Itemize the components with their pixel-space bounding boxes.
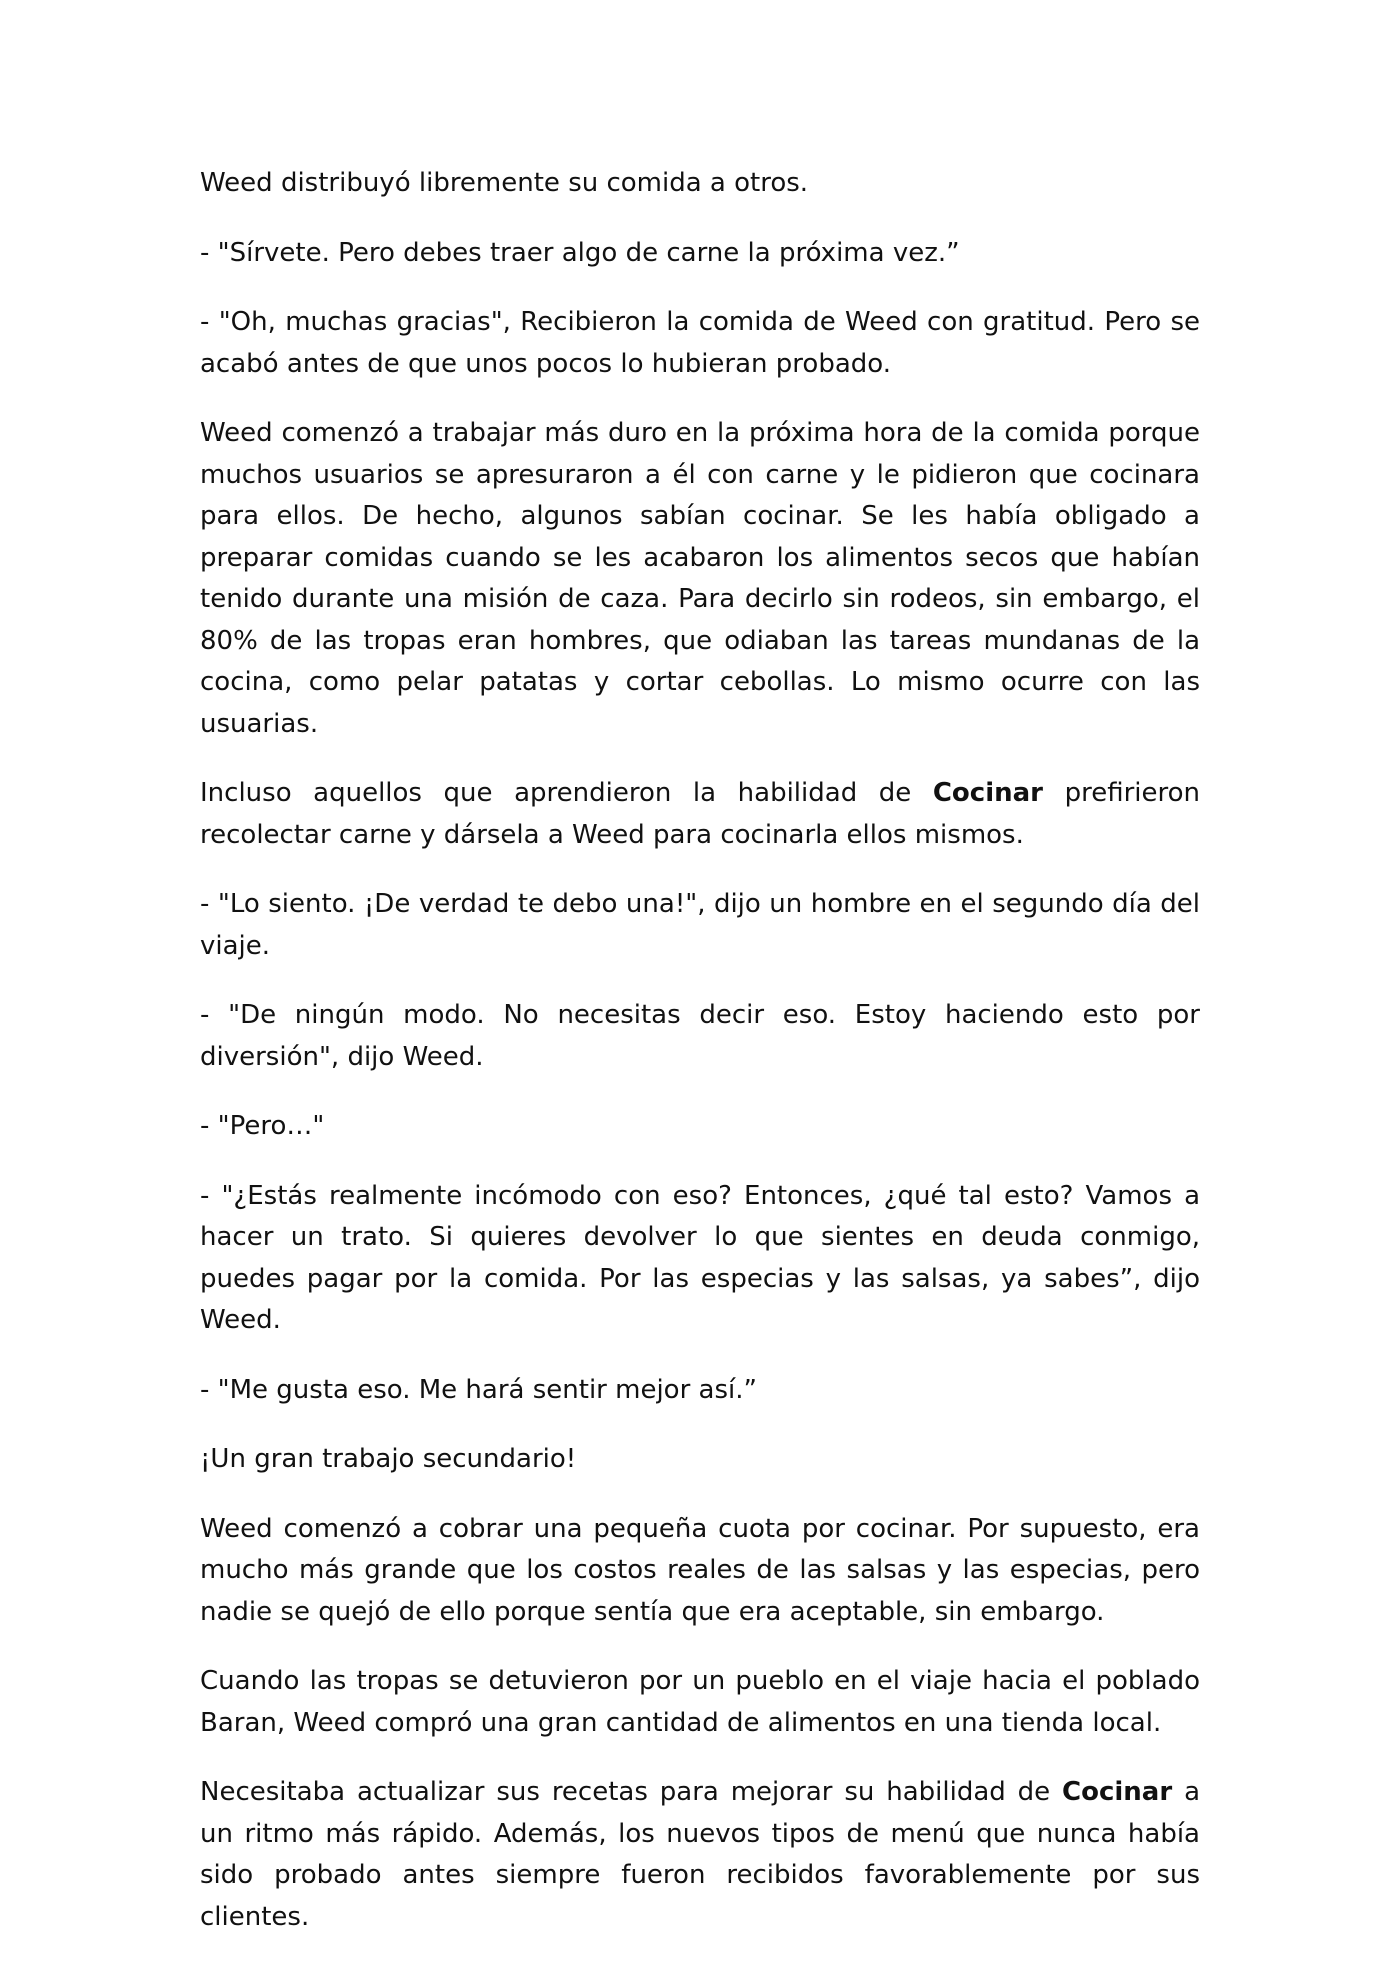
skill-name-cocinar-2: Cocinar (1062, 1777, 1173, 1807)
paragraph-14-text-before: Necesitaba actualizar sus recetas para mejorar su habilidad de (200, 1777, 1063, 1807)
paragraph-10: - "Me gusta eso. Me hará sentir mejor así.” (200, 1374, 757, 1405)
paragraph-12: Weed comenzó a cobrar una pequeña cuota por cocinar. Por supuesto, era mucho más grande que los costos reales de las salsas y las especias, pero nadie se quejó de ello porque sentía que era aceptable, sin embargo. (200, 1513, 1200, 1627)
paragraph-14 (200, 1772, 1200, 1938)
paragraph-7: - "De ningún modo. No necesitas decir eso. Estoy haciendo esto por diversión", dijo Weed. (200, 1000, 1200, 1072)
paragraph-5-text-before: Incluso aquellos que aprendieron la habilidad de (200, 778, 933, 808)
paragraph-5 (200, 773, 1200, 856)
paragraph-2: - "Sírvete. Pero debes traer algo de carne la próxima vez.” (200, 237, 960, 268)
paragraph-9: - "¿Estás realmente incómodo con eso? Entonces, ¿qué tal esto? Vamos a hacer un trato. Si quieres devolver lo que sientes en deuda conmigo, puedes pagar por la comida. Por las especias y las salsas, ya sabes”, dijo Weed. (200, 1180, 1200, 1335)
paragraph-4: Weed comenzó a trabajar más duro en la próxima hora de la comida porque muchos usuarios se apresuraron a él con carne y le pidieron que cocinara para ellos. De hecho, algunos sabían cocinar. Se les había obligado a preparar comidas cuando se les acabaron los alimentos secos que habían tenido durante una misión de caza. Para decirlo sin rodeos, sin embargo, el 80% de las tropas eran hombres, que odiaban las tareas mundanas de la cocina, como pelar patatas y cortar cebollas. Lo mismo ocurre con las usuarias. (200, 418, 1200, 739)
paragraph-13: Cuando las tropas se detuvieron por un pueblo en el viaje hacia el poblado Baran, Weed compró una gran cantidad de alimentos en una tienda local. (200, 1666, 1200, 1738)
paragraph-3: - "Oh, muchas gracias", Recibieron la comida de Weed con gratitud. Pero se acabó antes de que unos pocos lo hubieran probado. (200, 307, 1200, 379)
paragraph-1: Weed distribuyó libremente su comida a otros. (200, 168, 809, 198)
document-body (200, 163, 1200, 1966)
paragraph-8: - "Pero…" (200, 1111, 325, 1141)
paragraph-14-text-after: a un ritmo más rápido. Además, los nuevos tipos de menú que nunca había sido probado antes siempre fueron recibidos favorablemente por sus clientes. (200, 1777, 1200, 1932)
paragraph-11: ¡Un gran trabajo secundario! (200, 1444, 577, 1474)
skill-name-cocinar: Cocinar (932, 778, 1043, 808)
paragraph-6: - "Lo siento. ¡De verdad te debo una!", dijo un hombre en el segundo día del viaje. (200, 889, 1200, 961)
paragraph-5-text-after: prefirieron recolectar carne y dársela a Weed para cocinarla ellos mismos. (200, 778, 1200, 850)
